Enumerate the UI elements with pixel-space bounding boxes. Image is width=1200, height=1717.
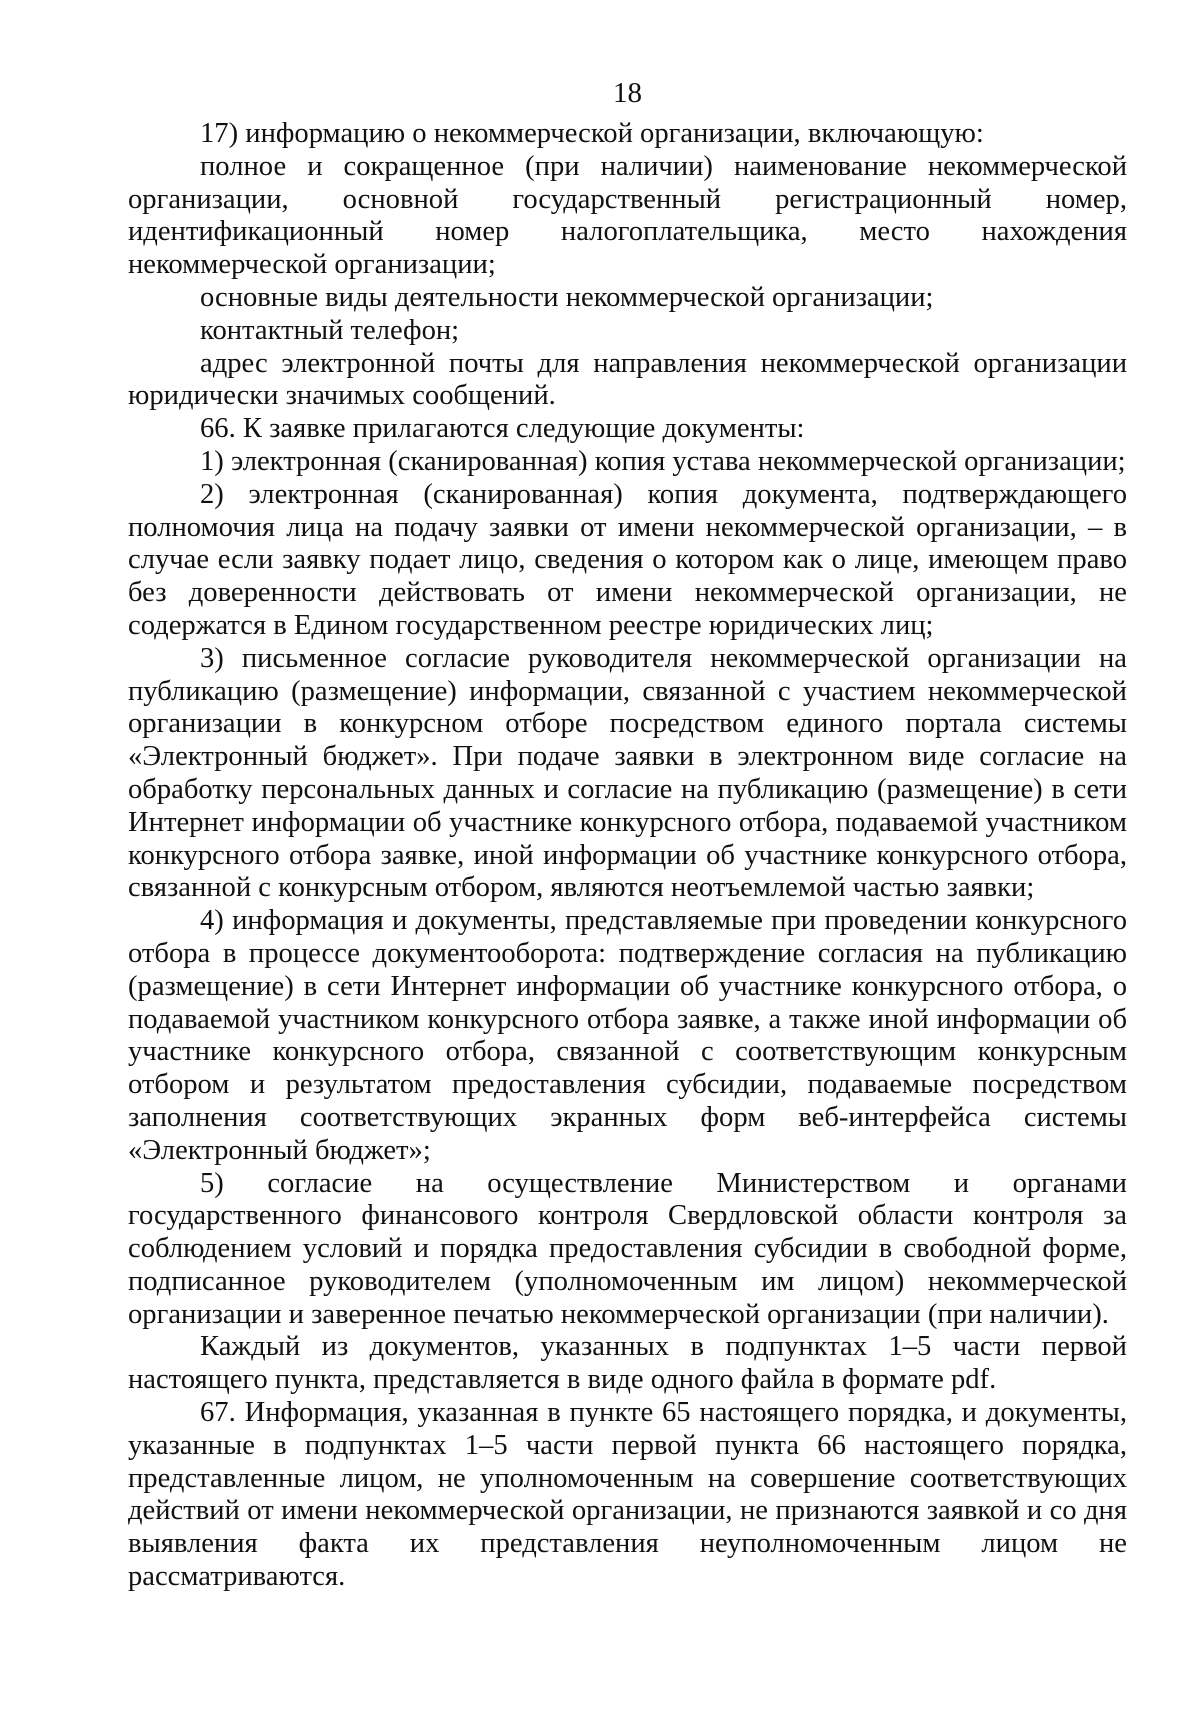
document-body [128,118,1127,1594]
paragraph-doc-3: 3) письменное согласие руководителя некоммерческой организации на публикацию (размещение) информации, связанной с участием некоммерческой организации в конкурсном отборе посредством единого портала системы «Электронный бюджет». При подаче заявки в электронном виде согласие на обработку персональных данных и согласие на публикацию (размещение) в сети Интернет информации об участнике конкурсного отбора, подаваемой участником конкурсного отбора заявке, иной информации об участнике конкурсного отбора, связанной с конкурсным отбором, являются неотъемлемой частью заявки; [128,642,1127,904]
paragraph-email: адрес электронной почты для направления некоммерческой организации юридически значимых сообщений. [128,347,1127,412]
page-number: 18 [613,77,642,109]
document-page [128,0,1127,1717]
paragraph-activities: основные виды деятельности некоммерческой организации; [200,281,934,313]
paragraph-clause-66: 66. К заявке прилагаются следующие документы: [200,413,805,445]
paragraph-item-17: 17) информацию о некоммерческой организации, включающую: [200,118,984,149]
paragraph-file-format: Каждый из документов, указанных в подпунктах 1–5 части первой настоящего пункта, представляется в виде одного файла в формате pdf. [128,1331,1127,1396]
paragraph-clause-67: 67. Информация, указанная в пункте 65 настоящего порядка, и документы, указанные в подпунктах 1–5 части первой пункта 66 настоящего порядка, представленные лицом, не уполномоченным на совершение соответствующих действий от имени некоммерческой организации, не признаются заявкой и со дня выявления факта их представления неуполномоченным лицом не рассматриваются. [128,1397,1127,1593]
paragraph-doc-5: 5) согласие на осуществление Министерством и органами государственного финансового контроля Свердловской области контроля за соблюдением условий и порядка предоставления субсидии в свободной форме, подписанное руководителем (уполномоченным им лицом) некоммерческой организации и заверенное печатью некоммерческой организации (при наличии). [128,1167,1127,1330]
paragraph-doc-4: 4) информация и документы, представляемые при проведении конкурсного отбора в процессе документооборота: подтверждение согласия на публикацию (размещение) в сети Интернет информации об участнике конкурсного отбора, о подаваемой участником конкурсного отбора заявке, а также иной информации об участнике конкурсного отбора, связанной с соответствующим конкурсным отбором и результатом предоставления субсидии, подаваемые посредством заполнения соответствующих экранных форм веб-интерфейса системы «Электронный бюджет»; [128,905,1127,1166]
paragraph-phone: контактный телефон; [200,314,460,346]
paragraph-doc-1: 1) электронная (сканированная) копия устава некоммерческой организации; [200,445,1126,477]
paragraph-doc-2: 2) электронная (сканированная) копия документа, подтверждающего полномочия лица на подачу заявки от имени некоммерческой организации, – в случае если заявку подает лицо, сведения о котором как о лице, имеющем право без доверенности действовать от имени некоммерческой организации, не содержатся в Едином государственном реестре юридических лиц; [128,478,1127,641]
paragraph-organization-names: полное и сокращенное (при наличии) наименование некоммерческой организации, основной государственный регистрационный номер, идентификационный номер налогоплательщика, место нахождения некоммерческой организации; [128,150,1127,281]
